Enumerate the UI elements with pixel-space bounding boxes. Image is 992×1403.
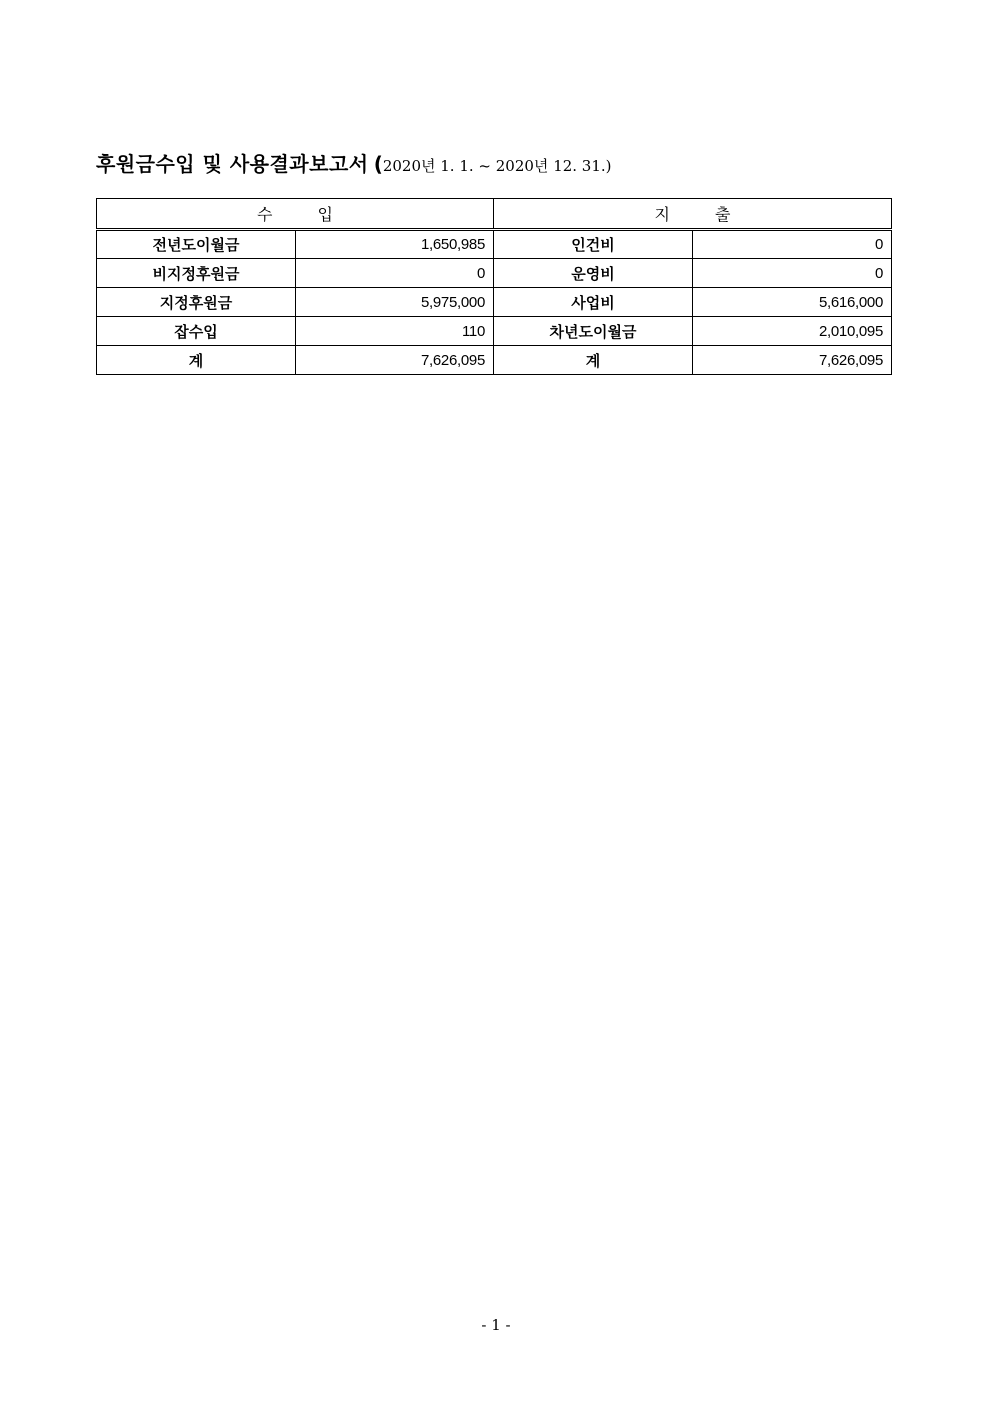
page-number: - 1 - [481,1316,511,1334]
income-total-label: 계 [97,346,296,375]
expense-label: 인건비 [494,230,693,259]
income-amount: 5,975,000 [296,288,494,317]
expense-label: 사업비 [494,288,693,317]
income-header: 수 입 [97,199,494,230]
income-label: 지정후원금 [97,288,296,317]
income-amount: 0 [296,259,494,288]
expense-label: 차년도이월금 [494,317,693,346]
income-total-amount: 7,626,095 [296,346,494,375]
expense-amount: 0 [693,259,892,288]
income-label: 전년도이월금 [97,230,296,259]
expense-amount: 2,010,095 [693,317,892,346]
income-amount: 1,650,985 [296,230,494,259]
report-title-main: 후원금수입 및 사용결과보고서 [96,152,369,176]
expense-total-label: 계 [494,346,693,375]
expense-amount: 0 [693,230,892,259]
table-row [97,230,892,259]
table-row [97,259,892,288]
table-row [97,317,892,346]
donation-report-table [96,198,892,375]
income-label: 잡수입 [97,317,296,346]
report-title-paren: ( [373,152,383,176]
expense-header: 지 출 [494,199,892,230]
table-header-row [97,199,892,230]
expense-total-amount: 7,626,095 [693,346,892,375]
table-total-row [97,346,892,375]
report-period: 2020년 1. 1. ~ 2020년 12. 31.) [382,157,612,175]
report-title [96,148,612,177]
expense-label: 운영비 [494,259,693,288]
expense-amount: 5,616,000 [693,288,892,317]
income-amount: 110 [296,317,494,346]
table-row [97,288,892,317]
income-label: 비지정후원금 [97,259,296,288]
